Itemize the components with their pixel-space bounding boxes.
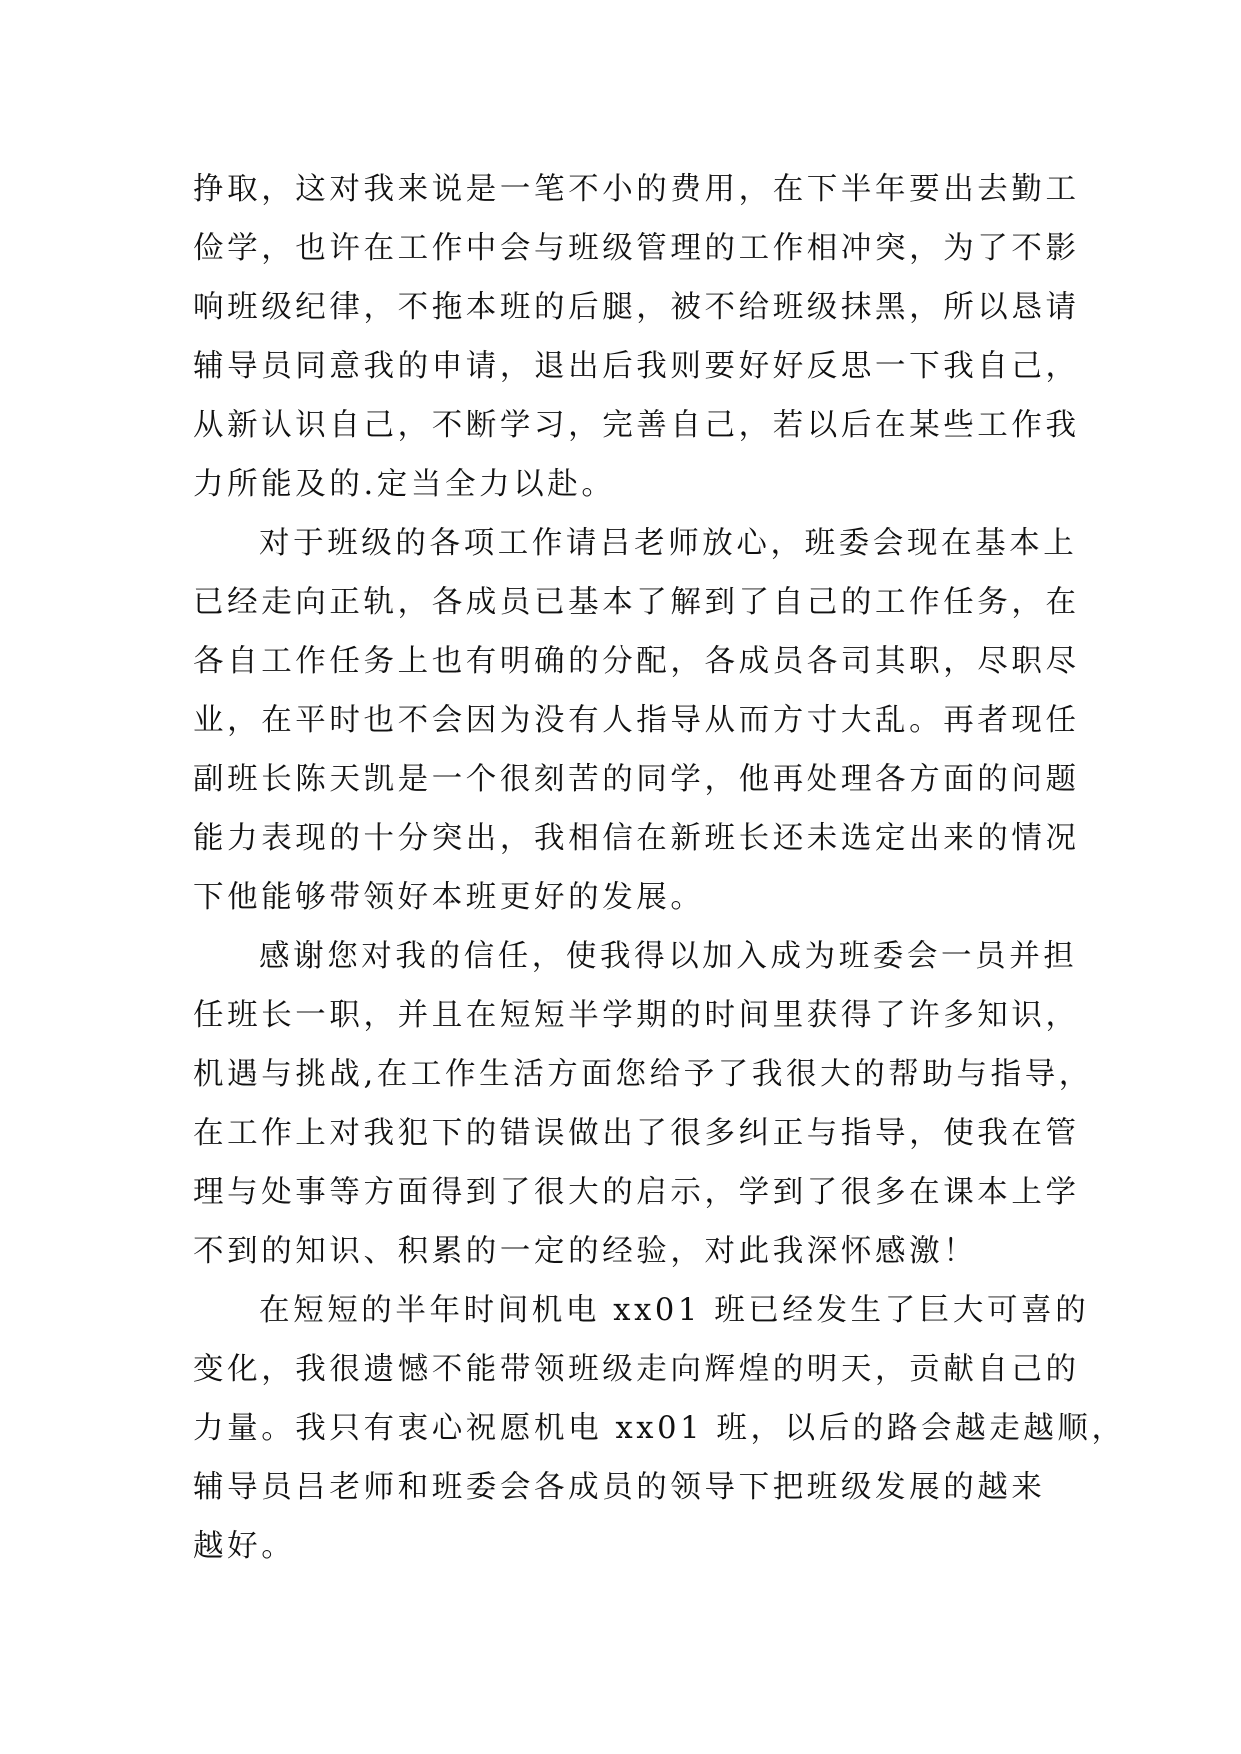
- text-line: 在短短的半年时间机电 xx01 班已经发生了巨大可喜的: [259, 1293, 1090, 1328]
- text-line: 感谢您对我的信任，使我得以加入成为班委会一员并担: [259, 939, 1078, 974]
- text-line: 不到的知识、积累的一定的经验，对此我深怀感激！: [193, 1234, 978, 1269]
- paragraph: [193, 1281, 1126, 1576]
- text-line: 对于班级的各项工作请吕老师放心，班委会现在基本上: [259, 526, 1078, 561]
- text-line: 下他能够带领好本班更好的发展。: [193, 880, 705, 915]
- text-line: 俭学，也许在工作中会与班级管理的工作相冲突，为了不影: [193, 231, 1080, 266]
- text-line: 辅导员同意我的申请，退出后我则要好好反思一下我自己，: [193, 349, 1080, 384]
- text-line: 挣取，这对我来说是一笔不小的费用，在下半年要出去勤工: [193, 172, 1080, 207]
- text-line: 任班长一职，并且在短短半学期的时间里获得了许多知识，: [193, 998, 1080, 1033]
- paragraph: [193, 927, 1093, 1281]
- text-line: 能力表现的十分突出，我相信在新班长还未选定出来的情况: [193, 821, 1080, 856]
- paragraph: [193, 514, 1080, 927]
- text-line: 从新认识自己，不断学习，完善自己，若以后在某些工作我: [193, 408, 1080, 443]
- paragraph: [193, 160, 1080, 514]
- body-text: [193, 160, 1126, 1576]
- text-line: 力量。我只有衷心祝愿机电 xx01 班，以后的路会越走越顺，: [193, 1411, 1126, 1446]
- text-line: 业，在平时也不会因为没有人指导从而方寸大乱。再者现任: [193, 703, 1080, 738]
- text-line: 已经走向正轨，各成员已基本了解到了自己的工作任务，在: [193, 585, 1080, 620]
- text-line: 越好。: [193, 1529, 296, 1564]
- text-line: 副班长陈天凯是一个很刻苦的同学，他再处理各方面的问题: [193, 762, 1080, 797]
- text-line: 变化，我很遗憾不能带领班级走向辉煌的明天，贡献自己的: [193, 1352, 1080, 1387]
- text-line: 理与处事等方面得到了很大的启示，学到了很多在课本上学: [193, 1175, 1080, 1210]
- text-line: 力所能及的.定当全力以赴。: [193, 467, 616, 502]
- text-line: 机遇与挑战,在工作生活方面您给予了我很大的帮助与指导，: [193, 1057, 1093, 1092]
- text-line: 在工作上对我犯下的错误做出了很多纠正与指导，使我在管: [193, 1116, 1080, 1151]
- text-line: 响班级纪律，不拖本班的后腿，被不给班级抹黑，所以恳请: [193, 290, 1080, 325]
- text-line: 各自工作任务上也有明确的分配，各成员各司其职，尽职尽: [193, 644, 1080, 679]
- text-line: 辅导员吕老师和班委会各成员的领导下把班级发展的越来: [193, 1470, 1046, 1505]
